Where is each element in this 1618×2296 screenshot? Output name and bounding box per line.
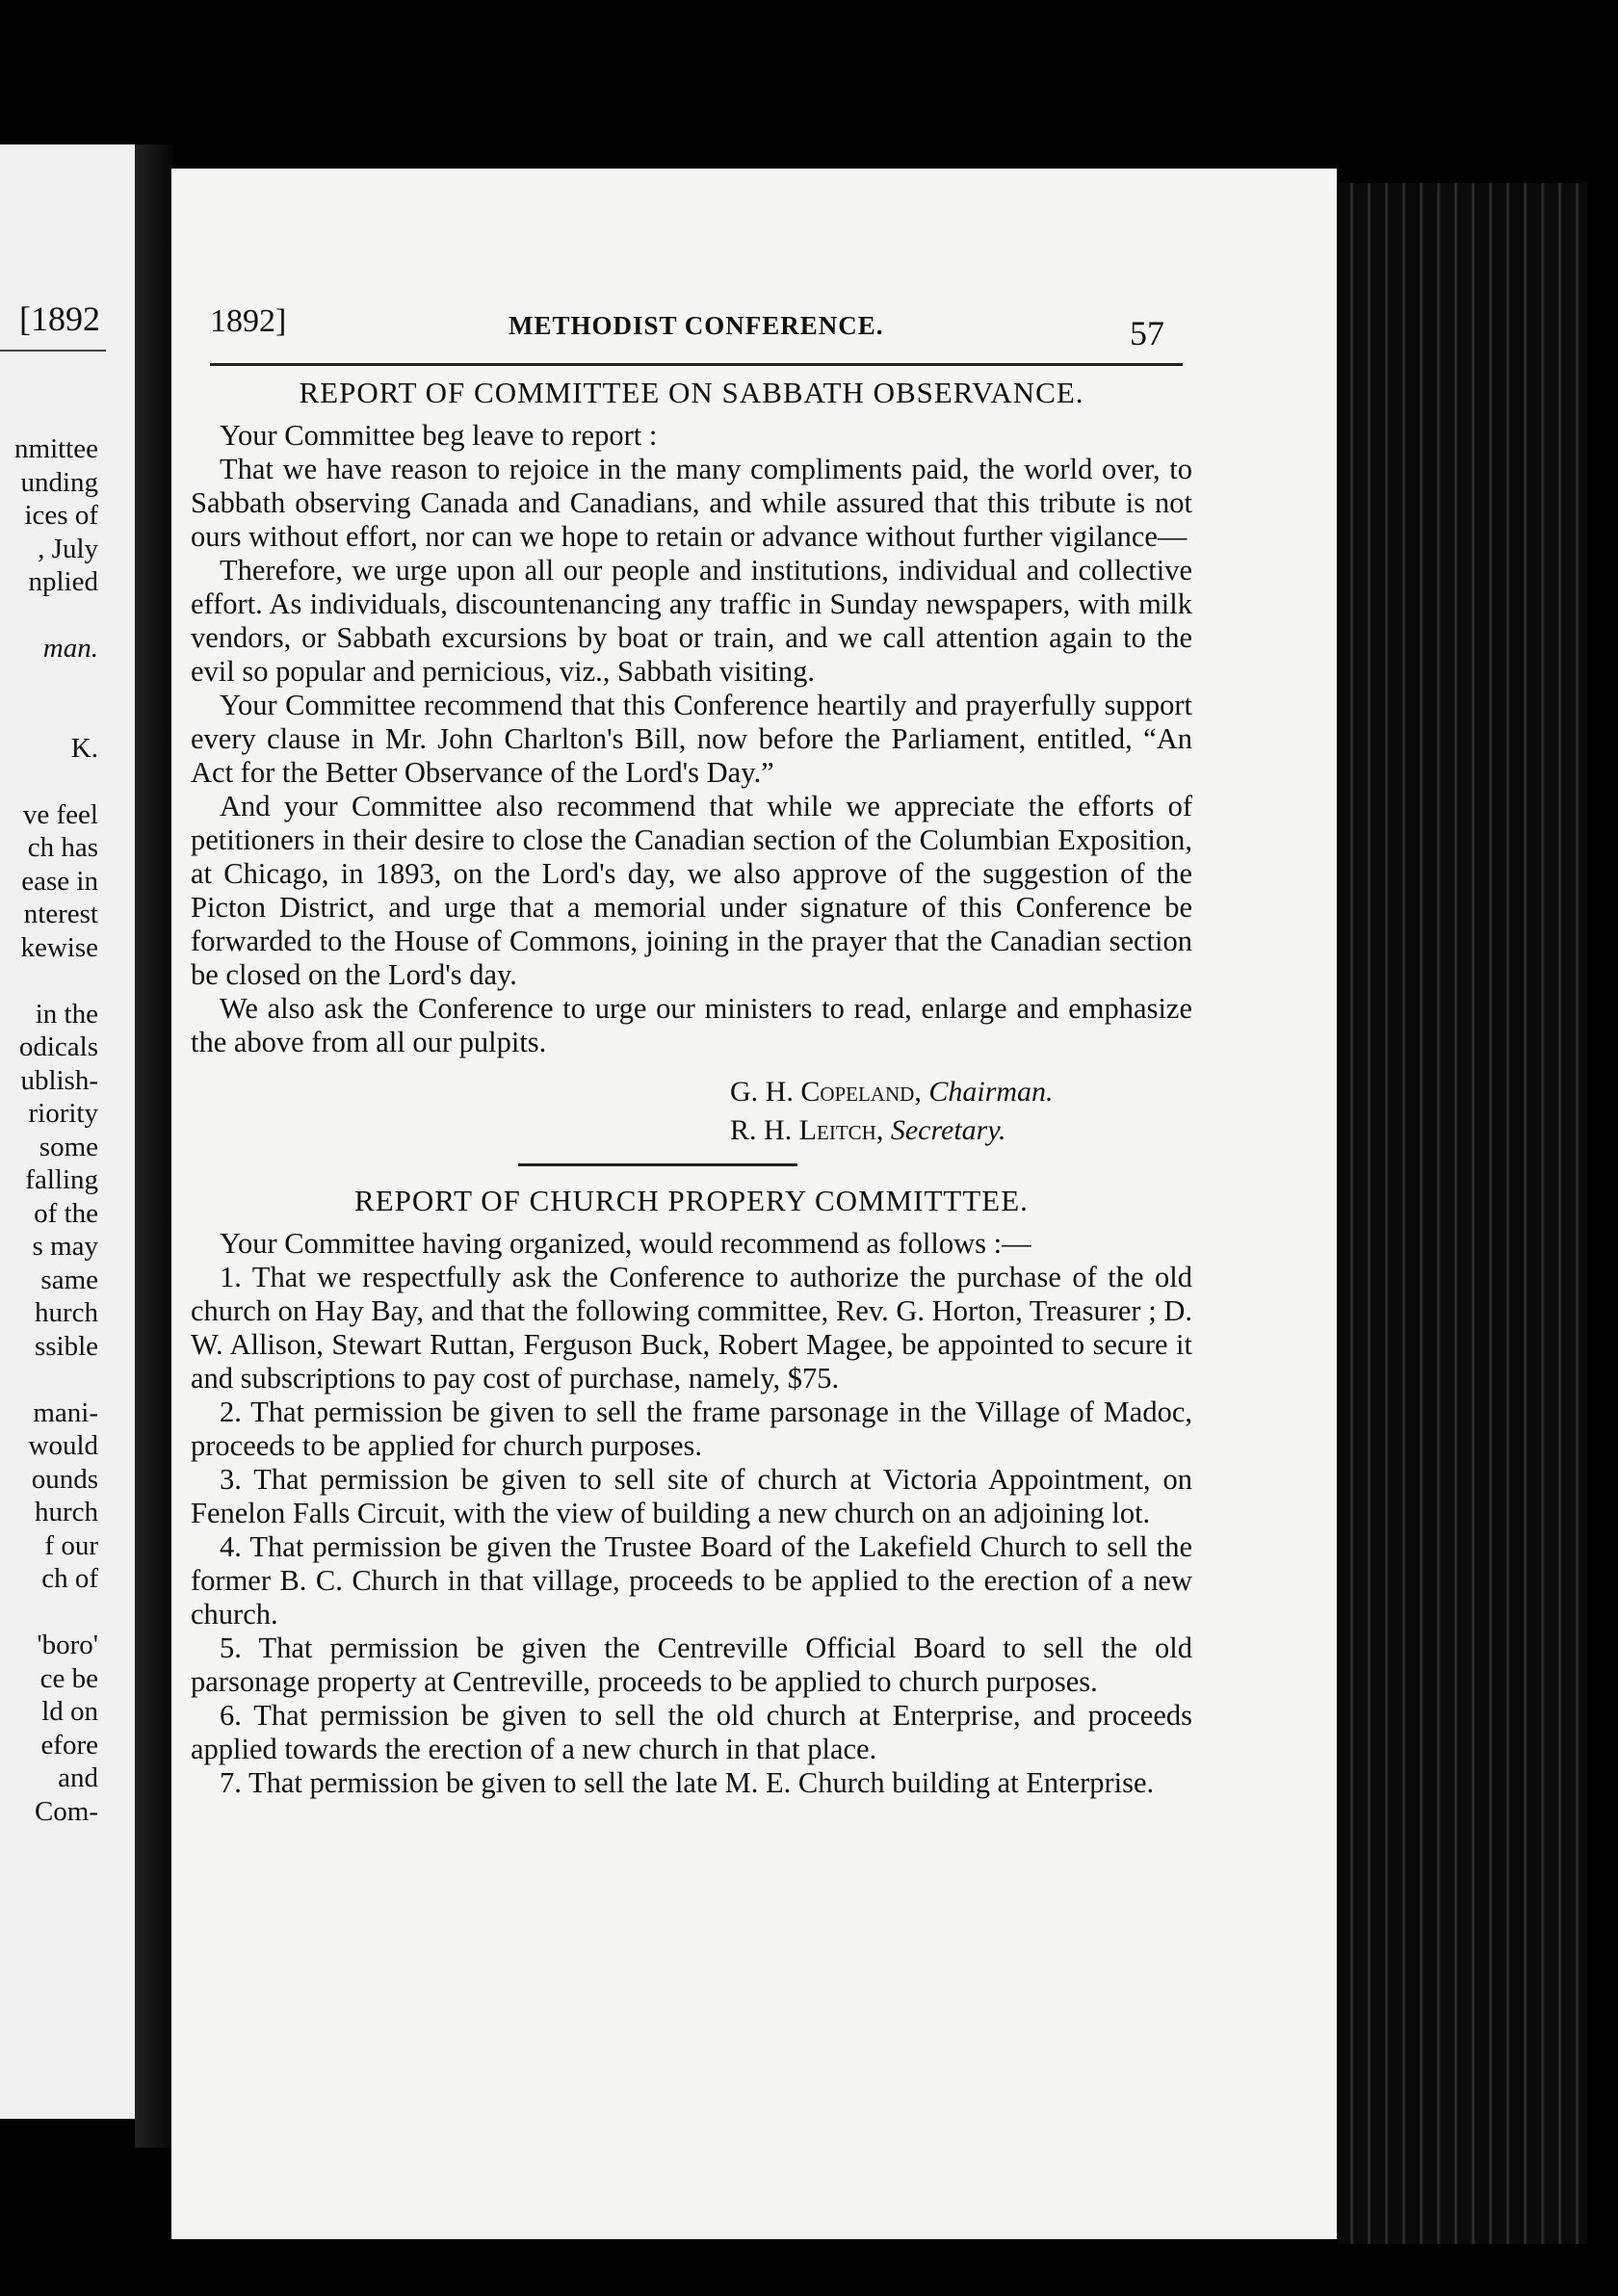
property-item: 2. That permission be given to sell the frame parsonage in the Village of Madoc, proceeds to be applied for church purposes.: [191, 1396, 1192, 1462]
property-paragraph: Your Committee having organized, would recommend as follows :—: [220, 1227, 1031, 1260]
left-page-line: hurch: [34, 1297, 98, 1328]
property-item: 7. That permission be given to sell the late M. E. Church building at Enterprise.: [220, 1766, 1155, 1799]
sabbath-report-title: REPORT OF COMMITTEE ON SABBATH OBSERVANCE.: [299, 376, 1084, 409]
left-page-line: ch has: [27, 832, 98, 863]
sabbath-report: [191, 376, 1192, 1800]
sabbath-paragraph: Therefore, we urge upon all our people and institutions, individual and collective effort. As individuals, discountenancing any traffic in Sunday newspapers, with milk vendors, or Sabbath excursions by boat or train, and we call attention again to the evil so popular and pernicious, viz., Sabbath visiting.: [191, 554, 1192, 688]
header-year: 1892]: [210, 303, 287, 339]
left-page-line: riority: [28, 1098, 98, 1129]
left-page-line: kewise: [20, 931, 98, 963]
sabbath-paragraph: Your Committee recommend that this Conference heartily and prayerfully support every clause in Mr. John Charlton's Bill, now before the Parliament, entitled, “An Act for the Better Observance of the Lord's Day.”: [191, 689, 1192, 789]
left-page-line: ssible: [34, 1330, 98, 1362]
header-rule: [210, 363, 1183, 366]
left-page-line: ch of: [41, 1563, 98, 1594]
signature-name: R. H. Leitch,: [730, 1114, 884, 1146]
property-report-title: REPORT OF CHURCH PROPERY COMMITTTEE.: [354, 1184, 1029, 1217]
sabbath-paragraph: That we have reason to rejoice in the many compliments paid, the world over, to Sabbath observing Canada and Canadians, and while assured that this tribute is not ours without effort, nor can we hope to retain or advance without further vigilance—: [191, 453, 1192, 553]
left-page-line: efore: [40, 1729, 98, 1761]
film-border: [1589, 0, 1618, 2296]
left-page-line: mani-: [33, 1396, 98, 1428]
left-page-line: ce be: [39, 1662, 98, 1694]
left-page-line: nterest: [23, 899, 98, 929]
left-page-line: same: [40, 1264, 98, 1295]
property-item: 5. That permission be given the Centreville Official Board to sell the old parsonage property at Centreville, proceeds to be applied to church purposes.: [191, 1631, 1192, 1698]
signature-secretary: [730, 1111, 1192, 1150]
page-number: 57: [1130, 314, 1164, 352]
book-gutter: [135, 144, 173, 2148]
left-page-header: [1892: [19, 300, 100, 338]
left-page-line: , July: [38, 533, 98, 564]
signature-chairman: [730, 1073, 1192, 1111]
page-stack-edges: [1337, 183, 1587, 2244]
left-page-line: ve feel: [22, 798, 98, 830]
running-header: [210, 303, 1173, 352]
left-page-line: of the: [34, 1197, 98, 1229]
left-page-line: 'boro': [37, 1630, 98, 1660]
left-page-line: ounds: [31, 1463, 98, 1495]
property-item: 6. That permission be given to sell the old church at Enterprise, and proceeds applied towards the erection of a new church in that place.: [191, 1699, 1192, 1765]
property-item: 3. That permission be given to sell site of church at Victoria Appointment, on Fenelon Falls Circuit, with the view of building a new church on an adjoining lot.: [191, 1463, 1192, 1529]
left-facing-page: [0, 144, 135, 2119]
left-page-line: K.: [70, 732, 98, 764]
left-page-line: and: [58, 1762, 98, 1793]
left-page-line: Com-: [34, 1795, 98, 1827]
left-page-line: some: [39, 1131, 98, 1162]
left-page-line: ublish-: [20, 1064, 98, 1096]
property-item: 4. That permission be given the Trustee Board of the Lakefield Church to sell the former B. C. Church in that village, proceeds to be applied to the erection of a new church.: [191, 1530, 1192, 1631]
sabbath-paragraph: Your Committee beg leave to report :: [220, 419, 658, 452]
left-page-line: odicals: [18, 1031, 98, 1062]
left-page-line: nmittee: [14, 433, 98, 464]
left-page-line: would: [28, 1430, 98, 1461]
left-page-line: nplied: [28, 566, 98, 597]
main-page: [171, 169, 1337, 2239]
section-divider: [518, 1163, 797, 1166]
signature-role: Chairman.: [928, 1076, 1054, 1108]
sabbath-paragraph: And your Committee also recommend that while we appreciate the efforts of petitioners in their desire to close the Canadian section of the Columbian Exposition, at Chicago, in 1893, on the Lord's day, we also approve of the suggestion of the Picton District, and urge that a memorial under signature of this Conference be forwarded to the House of Commons, joining in the prayer that the Canadian section be closed on the Lord's day.: [191, 790, 1192, 991]
left-page-line: in the: [35, 998, 98, 1030]
sabbath-paragraph: We also ask the Conference to urge our ministers to read, enlarge and emphasize the above from all our pulpits.: [191, 992, 1192, 1058]
left-page-line: unding: [20, 466, 98, 498]
signature-role: Secretary.: [890, 1114, 1006, 1146]
left-page-line: ices of: [24, 500, 98, 531]
property-item: 1. That we respectfully ask the Conference to authorize the purchase of the old church on Hay Bay, and that the following committee, Rev. G. Horton, Treasurer ; D. W. Allison, Stewart Ruttan, Ferguson Buck, Robert Magee, be appointed to secure it and subscriptions to pay cost of purchase, namely, $75.: [191, 1261, 1192, 1395]
left-page-line: hurch: [34, 1497, 98, 1527]
left-page-line: s may: [32, 1231, 98, 1262]
left-page-line: man.: [42, 633, 98, 664]
left-page-line: falling: [25, 1164, 98, 1195]
signature-name: G. H. Copeland,: [730, 1076, 922, 1108]
left-page-line: f our: [44, 1529, 98, 1561]
left-header-rule: [0, 350, 106, 352]
left-page-line: ld on: [41, 1696, 98, 1727]
header-title: METHODIST CONFERENCE.: [509, 311, 884, 340]
left-page-line: ease in: [21, 865, 98, 897]
